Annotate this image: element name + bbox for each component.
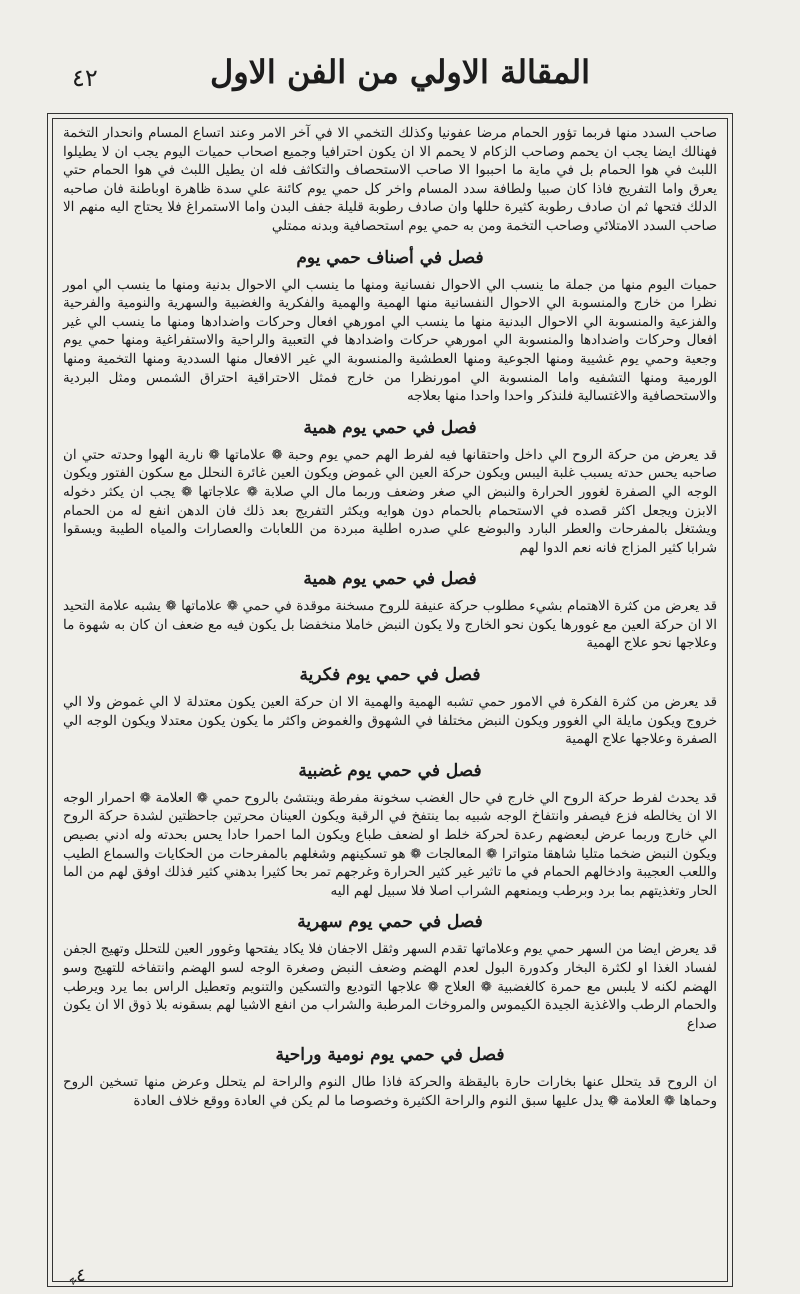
text-body [53,119,727,1112]
section-heading: فصل في حمي يوم همية [303,417,477,438]
catchword: ٤ﮩ [70,1265,86,1286]
paragraph: حميات اليوم منها من جملة ما ينسب الي الاحوال نفسانية ومنها ما ينسب الي الاحوال بدنية ومنها ما ينسب الي امور نظرا من خارج والمنسوبة الي الاحوال النفسانية منها الهمية والهمية والفكرية والغضبية والسهرية والنومية والفرحية والفزعية والمنسوبة الي الاحوال البدنية منها ما ينسب الي امورهي افعال وحركات واضدادها ومنها ما ينسب الي غير افعال وحركات واضدادها والمنسوبة الي امورهي حركات واضدادها في التعبية والراحية والاستفراغية ومنها حمي يوم وجعية وحمي يوم غشيية ومنها الجوعية ومنها العطشية والمنسوبة الي غير الافعال منها السددية ومنها التخمية ومنها الورمية ومنها التشفيه واما المنسوبة الي امورنظرا من خارج فمثل الاحتراقية احتراق الشمس ومثل البردية والاستحصافية والاغتسالية فلنذكر واحدا واحدا منها بعلاجه [63,277,717,405]
section-heading: فصل في حمي يوم همية [303,569,477,590]
section-heading: فصل في أصناف حمي يوم [296,247,484,268]
paragraph: قد يعرض من كثرة الاهتمام بشيء مطلوب حركة عنيفة للروح مسخنة موقدة في حمي ❁ علاماتها ❁ يشبه علامة التحيد الا ان حركة العين مع غوورها يكون نحو الخارج ولا يكون النبض خاملا منخفضا بل يكون فيه مع ضعف ان كان به شهوة ما وعلاجها نحو علاج الهمية [63,599,717,652]
running-head [0,52,800,92]
paragraph: صاحب السدد منها فربما تؤور الحمام مرضا عفونيا وكذلك التخمي الا في آخر الامر وعند اتساع المسام وانحدار التخمة فهنالك ايضا يجب ان يحمم وصاحب الزكام لا يحمم الا ان يكون احترافيا وجميع اصحاب حميات اليوم يجب ان لا يطيلوا اللبث في هوا الحمام بل في ماية ما احببوا الا صاحب الاستحصاف والتكاثف فله ان يطيل اللبث في هوا الحمام حتي يعرق واما التفريج فاذا كان صبيا ولطافة سدد المسام واخر كل حمي يوم كائنة علي سدة ظاهرة اوباطنة فان صاحبه الدلك فتحها ثم ان صادف رطوبة كثيرة حللها وان صادف رطوبة قليلة جفف البدن واما الاستمراغ فلا يحتاج اليه منهم الا صاحب السدد الامتلائي وصاحب التخمة ومن به حمي يوم استحصافية وبدنه ممتلي [63,126,717,234]
section-heading: فصل في حمي يوم غضبية [298,760,482,781]
paragraph: قد يعرض من حركة الروح الي داخل واحتقانها فيه لفرط الهم حمي يوم وحبة ❁ علاماتها ❁ نارية الهوا وحدته حتي ان صاحبه يحس حدته يسبب غلبة اليبس ويكون حركة العين الي غموض ويكون العين غائرة النحلل مع سكون الفتور ويكون الوجه الي الصفرة لغوور الحرارة والنبض الي صغر وضعف وربما مال الي صلابة ❁ علاجاتها ❁ يجب ان يكثر دخوله الابزن ويجعل اكثر قصده في الاستحمام بالحمام دون هوايه ويكثر التفريج بعد ذلك فان الدهن انفع له من الحمام ويشتغل بالمفرحات والعطر البارد والبوضع علي صدره اطلية مبردة من اللعابات والعصارات والمياه الطيبة ويسقوا شرابا كثير المزاج فانه نعم الدوا لهم [63,447,717,556]
section-heading: فصل في حمي يوم نومية وراحية [275,1045,505,1066]
page-number: ٤٢ [72,64,98,92]
page-title: المقالة الاولي من الفن الاول [209,53,591,91]
section-heading: فصل في حمي يوم فكرية [299,665,481,686]
text-frame [52,118,728,1282]
paragraph: قد يحدث لفرط حركة الروح الي خارج في حال الغضب سخونة مفرطة وينتشئ بالروح حمي ❁ العلامة ❁ احمرار الوجه الا ان يخالطه فزع فيصفر وانتفاخ الوجه شبيه بما ينتفخ في الرقبة ويكون العينان محرتين جاحظتين لشدة حركة الروح الي خارج وربما عرض لبعضهم رعدة لحركة خلط او لضعف طباع ويكون الما احمرا حادا يحس بحدته وله ادني بصيص ويكون النبض ضخما متليا شاهقا متواترا ❁ المعالجات ❁ هو تسكينهم وشغلهم بالمفرحات من الحكايات والسماع الطيب واللعب العجيبة وادخالهم الحمام في ما تاثير غير كثير الحرارة وغرجهم تمر بحا كثيرا بدهني كثير فذلك اوفق لهم من الما الحار وتغذيتهم بما برد وبرطب ويمنعهم الشراب اصلا فلا سبيل لهم اليه [63,790,717,899]
paragraph: ان الروح قد يتحلل عنها بخارات حارة باليقظة والحركة فاذا طال النوم والراحة لم يتحلل وعرض منها تسخين الروح وحماها ❁ العلامة ❁ يدل عليها سبق النوم والراحة الكثيرة وخصوصا ما لم يكن في العادة ووقع خلاف العادة [63,1075,717,1109]
section-heading: فصل في حمي يوم سهرية [297,912,483,933]
paragraph: قد يعرض ايضا من السهر حمي يوم وعلاماتها تقدم السهر وثقل الاجفان فلا يكاد يفتحها وغوور العين للتحلل وتهيج الجفن لفساد الغذا او لكثرة البخار وكدورة البول لعدم الهضم وضعف النبض وصغرة الوجه لسو الهضم وانتفاخه للتهيج وسو الهضم لكنه لا يلبس مع حمرة كالغضبية ❁ العلاج ❁ علاجها التوديع والتسكين والتنويم وتعطيل الراس بما يرد ويرطب والحمام الرطب والاغذية الجيدة الكيموس والمروخات المرطبة والشراب من انفع الاشيا لهم بسقونه بلا ذوق الا ان يكون صداع [63,942,717,1032]
paragraph: قد يعرض من كثرة الفكرة في الامور حمي تشبه الهمية والهمية الا ان حركة العين يكون معتدلة لا الي غموض ولا الي خروج ويكون مايلة الي الغوور ويكون النبض مختلفا في الشهوق والغموض واكثر ما يكون يكون معتدلا ويكون الوجه الي الصفرة وعلاجها علاج الهمية [63,695,717,748]
